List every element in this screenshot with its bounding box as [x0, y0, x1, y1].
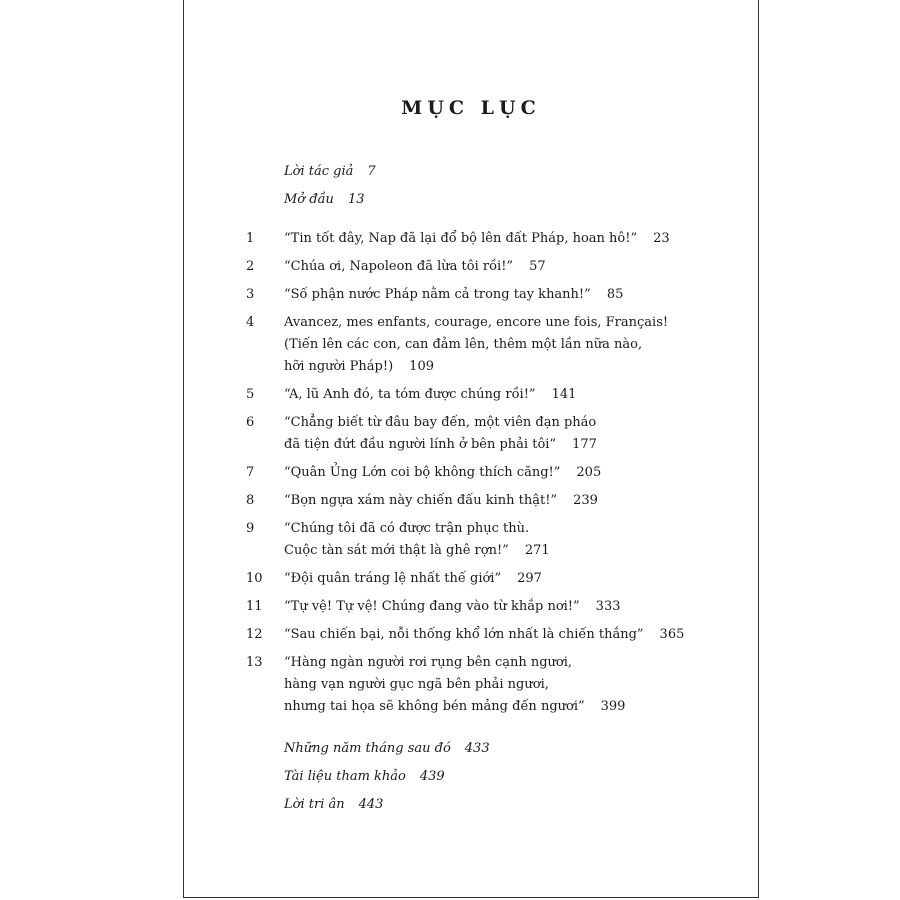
chapter-page: 85 — [606, 287, 624, 302]
chapter-title-line: (Tiến lên các con, can đảm lên, thêm một lần nữa nào, — [284, 337, 643, 352]
chapter-number: 3 — [246, 287, 255, 302]
chapter-title-line: “Chúa ơi, Napoleon đã lừa tôi rồi!” 57 — [284, 259, 546, 274]
chapter-title-line: “Bọn ngựa xám này chiến đấu kinh thật!” 239 — [284, 493, 598, 508]
entry-page: 7 — [367, 164, 376, 179]
chapter-number: 4 — [246, 315, 255, 330]
toc-entry — [284, 739, 490, 767]
chapter-title-line: “Sau chiến bại, nỗi thống khổ lớn nhất là chiến thắng” 365 — [284, 627, 685, 642]
book-page — [183, 0, 759, 898]
chapter-title-line: “Số phận nước Pháp nằm cả trong tay khanh!” 85 — [284, 287, 624, 302]
chapter-entry — [246, 624, 746, 646]
chapter-entry — [246, 256, 746, 278]
entry-label: Mở đầu — [284, 192, 334, 207]
chapter-title-line: hỡi người Pháp!) 109 — [284, 359, 434, 374]
chapter-page: 23 — [653, 231, 670, 246]
chapter-page: 109 — [409, 359, 434, 374]
chapter-title-line: “Đội quân tráng lệ nhất thế giới” 297 — [284, 571, 542, 586]
chapter-page: 271 — [524, 543, 550, 558]
chapter-number: 5 — [246, 387, 255, 402]
chapter-title-line: nhưng tai họa sẽ không bén mảng đến ngươi” 399 — [284, 699, 626, 714]
chapter-title-line: hàng vạn người gục ngã bên phải ngươi, — [284, 677, 549, 692]
entry-label: Tài liệu tham khảo — [284, 769, 406, 784]
entry-page: 13 — [347, 192, 365, 207]
chapter-title-line: “Quân Ủng Lớn coi bộ không thích căng!” 205 — [284, 465, 602, 480]
back-matter — [284, 739, 490, 823]
chapter-entry — [246, 518, 746, 562]
chapter-page: 399 — [600, 699, 626, 714]
chapter-list — [246, 228, 746, 724]
chapter-entry — [246, 228, 746, 250]
entry-page: 443 — [358, 797, 384, 812]
chapter-entry — [246, 384, 746, 406]
chapter-page: 205 — [576, 465, 602, 480]
chapter-title-line: “Hàng ngàn người rơi rụng bên cạnh ngươi, — [284, 655, 573, 670]
chapter-number: 6 — [246, 415, 255, 430]
chapter-page: 333 — [595, 599, 621, 614]
entry-label: Lời tác giả — [284, 164, 354, 179]
chapter-entry — [246, 596, 746, 618]
chapter-number: 11 — [246, 599, 263, 614]
chapter-number: 1 — [246, 231, 255, 246]
chapter-number: 12 — [246, 627, 263, 642]
chapter-number: 10 — [246, 571, 263, 586]
toc-entry — [284, 190, 376, 218]
chapter-title-line: “Tự vệ! Tự vệ! Chúng đang vào từ khắp nơi!” 333 — [284, 599, 621, 614]
toc-entry — [284, 162, 376, 190]
chapter-entry — [246, 462, 746, 484]
entry-page: 439 — [419, 769, 445, 784]
entry-page: 433 — [464, 741, 490, 756]
chapter-number: 13 — [246, 655, 263, 670]
chapter-page: 141 — [551, 387, 577, 402]
chapter-entry — [246, 652, 746, 718]
chapter-title-line: “A, lũ Anh đó, ta tóm được chúng rồi!” 141 — [284, 387, 577, 402]
entry-label: Lời tri ân — [284, 797, 345, 812]
chapter-entry — [246, 312, 746, 378]
toc-entry — [284, 795, 490, 823]
chapter-entry — [246, 490, 746, 512]
chapter-entry — [246, 412, 746, 456]
chapter-page: 365 — [659, 627, 685, 642]
chapter-number: 9 — [246, 521, 255, 536]
chapter-page: 177 — [572, 437, 597, 452]
front-matter — [284, 162, 376, 218]
chapter-title-line: Cuộc tàn sát mới thật là ghê rợn!” 271 — [284, 543, 550, 558]
chapter-number: 7 — [246, 465, 255, 480]
chapter-title-line: “Chẳng biết từ đâu bay đến, một viên đạn pháo — [284, 415, 597, 430]
chapter-entry — [246, 568, 746, 590]
chapter-title-line: “Tin tốt đây, Nap đã lại đổ bộ lên đất Pháp, hoan hô!” 23 — [284, 231, 670, 246]
chapter-page: 57 — [529, 259, 546, 274]
page-title: MỤC LỤC — [401, 97, 541, 119]
chapter-title-line: “Chúng tôi đã có được trận phục thù. — [284, 521, 530, 536]
toc-entry — [284, 767, 490, 795]
chapter-number: 2 — [246, 259, 255, 274]
chapter-entry — [246, 284, 746, 306]
chapter-title-line: đã tiện đứt đầu người lính ở bên phải tôi” 177 — [284, 437, 597, 452]
chapter-number: 8 — [246, 493, 255, 508]
chapter-page: 239 — [573, 493, 598, 508]
chapter-page: 297 — [517, 571, 542, 586]
entry-label: Những năm tháng sau đó — [284, 741, 451, 756]
chapter-title-line: Avancez, mes enfants, courage, encore une fois, Français! — [284, 315, 669, 330]
